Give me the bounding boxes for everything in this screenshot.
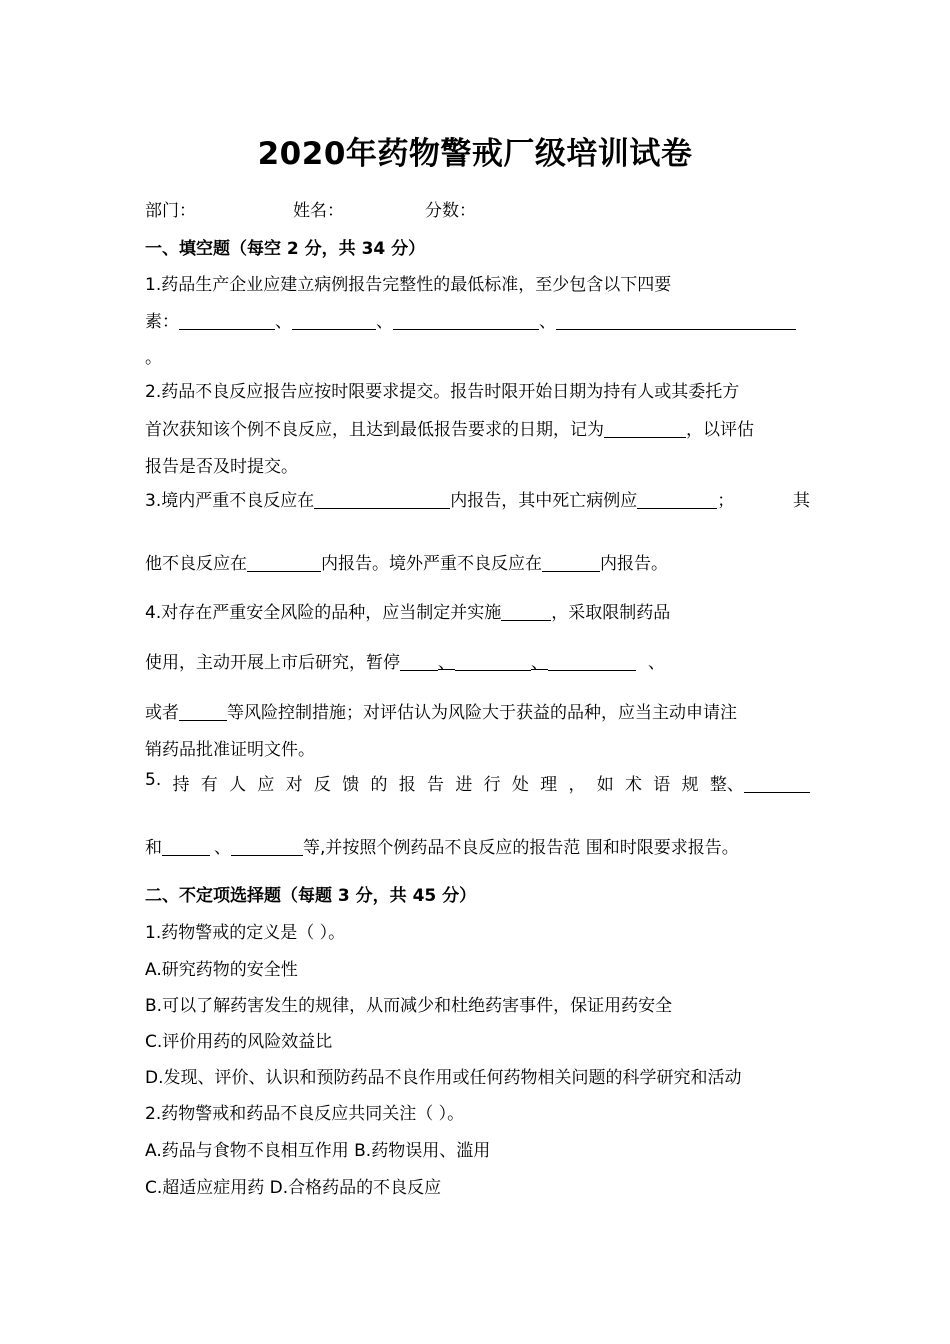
q4-text: 使用，主动开展上市后研究，暂停 xyxy=(145,653,400,673)
name-label: 姓名： xyxy=(293,201,344,221)
mc-q1-option-b[interactable]: B.可以了解药害发生的规律，从而减少和杜绝药害事件，保证用药安全 xyxy=(145,996,673,1016)
q5-char: 术 xyxy=(625,775,643,795)
q1-line1: 1.药品生产企业应建立病例报告完整性的最低标准，至少包含以下四要 xyxy=(145,275,672,295)
q5-end xyxy=(710,770,810,795)
mc-q2-options-ab[interactable]: A.药品与食物不良相互作用 B.药物误用、滥用 xyxy=(145,1141,491,1161)
separator: 、 xyxy=(648,653,665,673)
exam-title: 2020年药物警戒厂级培训试卷 xyxy=(257,136,693,172)
q5-char: 报 xyxy=(398,775,416,795)
q3-line2 xyxy=(145,549,810,574)
answer-blank[interactable] xyxy=(292,311,376,330)
q5-char: 整、 xyxy=(709,775,744,795)
q3-text: 其 xyxy=(793,491,810,511)
q2-text: ，以评估 xyxy=(686,420,754,440)
q3-text: 内报告。境外严重不良反应在 xyxy=(321,554,542,574)
answer-blank[interactable] xyxy=(393,311,539,330)
answer-blank[interactable] xyxy=(542,553,600,572)
score-label: 分数： xyxy=(425,201,476,221)
section1-heading: 一、填空题（每空 2 分，共 34 分） xyxy=(145,239,426,259)
mc-q2-options-cd[interactable]: C.超适应症用药 D.合格药品的不良反应 xyxy=(145,1178,442,1198)
q3-text: 3.境内严重不良反应在 xyxy=(145,491,315,511)
q4-text: ，采取限制药品 xyxy=(551,603,671,623)
header-info xyxy=(145,196,810,221)
q5-char: 处 xyxy=(511,775,529,795)
q3-text: 他不良反应在 xyxy=(145,554,247,574)
q2-text: 首次获知该个例不良反应，且达到最低报告要求的日期，记为 xyxy=(145,420,604,440)
q5-char: 5. xyxy=(145,770,162,790)
q5-char: 应 xyxy=(257,775,275,795)
answer-blank[interactable] xyxy=(637,490,717,509)
answer-blank[interactable] xyxy=(604,419,686,438)
q5-char: 语 xyxy=(653,775,671,795)
answer-blank[interactable] xyxy=(455,652,531,671)
q4-line4: 销药品批准证明文件。 xyxy=(145,740,315,760)
mc-q1-option-a[interactable]: A.研究药物的安全性 xyxy=(145,960,298,980)
q5-char: 告 xyxy=(427,775,445,795)
answer-blank[interactable] xyxy=(744,774,810,793)
q4-text: 4.对存在严重安全风险的品种，应当制定并实施 xyxy=(145,603,502,623)
q5-char: 的 xyxy=(370,775,388,795)
q4-text: 或者 xyxy=(145,703,179,723)
q5-char: 行 xyxy=(483,775,501,795)
q5-text: 和 xyxy=(145,838,162,858)
mc-q1-option-d[interactable]: D.发现、评价、认识和预防药品不良作用或任何药物相关问题的科学研究和活动 xyxy=(145,1068,742,1088)
answer-blank[interactable] xyxy=(247,553,321,572)
q5-line2 xyxy=(145,833,810,858)
mc-q1-stem: 1.药物警戒的定义是（ ）。 xyxy=(145,923,346,943)
q3-text: 内报告。 xyxy=(600,554,668,574)
q3-line1 xyxy=(145,486,810,511)
mc-q2-stem: 2.药物警戒和药品不良反应共同关注（ ）。 xyxy=(145,1104,465,1124)
separator: 、 xyxy=(539,312,556,332)
answer-blank[interactable] xyxy=(556,311,796,330)
q1-prefix: 素： xyxy=(145,312,179,332)
q5-char: 持 xyxy=(172,775,190,795)
separator: 、 xyxy=(438,653,455,673)
answer-blank[interactable] xyxy=(179,702,227,721)
separator: 、 xyxy=(376,312,393,332)
q5-text: 、 xyxy=(214,838,231,858)
separator: 、 xyxy=(531,653,548,673)
q5-line1 xyxy=(145,770,810,795)
q5-char: 规 xyxy=(681,775,699,795)
q5-char: 理 xyxy=(540,775,558,795)
q4-line2 xyxy=(145,648,810,673)
dept-label: 部门： xyxy=(145,201,196,221)
q2-line1: 2.药品不良反应报告应按时限要求提交。报告时限开始日期为持有人或其委托方 xyxy=(145,382,740,402)
q2-line2 xyxy=(145,415,810,440)
q5-char: 有 xyxy=(200,775,218,795)
separator: 、 xyxy=(275,312,292,332)
answer-blank[interactable] xyxy=(400,652,438,671)
answer-blank[interactable] xyxy=(231,837,303,856)
mc-q1-option-c[interactable]: C.评价用药的风险效益比 xyxy=(145,1032,333,1052)
answer-blank[interactable] xyxy=(501,602,551,621)
q5-char: 馈 xyxy=(342,775,360,795)
answer-blank[interactable] xyxy=(314,490,450,509)
q1-line2 xyxy=(145,307,810,332)
section2-heading: 二、不定项选择题（每题 3 分，共 45 分） xyxy=(145,886,477,906)
q1-end: 。 xyxy=(145,348,162,368)
answer-blank[interactable] xyxy=(162,837,210,856)
q5-char: ， xyxy=(568,775,586,795)
q5-text: 等,并按照个例药品不良反应的报告范 围和时限要求报告。 xyxy=(303,838,739,858)
q5-char: 人 xyxy=(229,775,247,795)
q4-text: 等风险控制措施；对评估认为风险大于获益的品种，应当主动申请注 xyxy=(227,703,737,723)
q5-char: 对 xyxy=(285,775,303,795)
answer-blank[interactable] xyxy=(548,652,636,671)
q5-char: 反 xyxy=(313,775,331,795)
q4-line1 xyxy=(145,598,810,623)
q3-text: ； xyxy=(717,491,735,511)
q5-char: 如 xyxy=(596,775,614,795)
q4-line3 xyxy=(145,698,810,723)
q2-line3: 报告是否及时提交。 xyxy=(145,457,298,477)
q5-char: 进 xyxy=(455,775,473,795)
q3-text: 内报告，其中死亡病例应 xyxy=(450,491,638,511)
answer-blank[interactable] xyxy=(179,311,275,330)
